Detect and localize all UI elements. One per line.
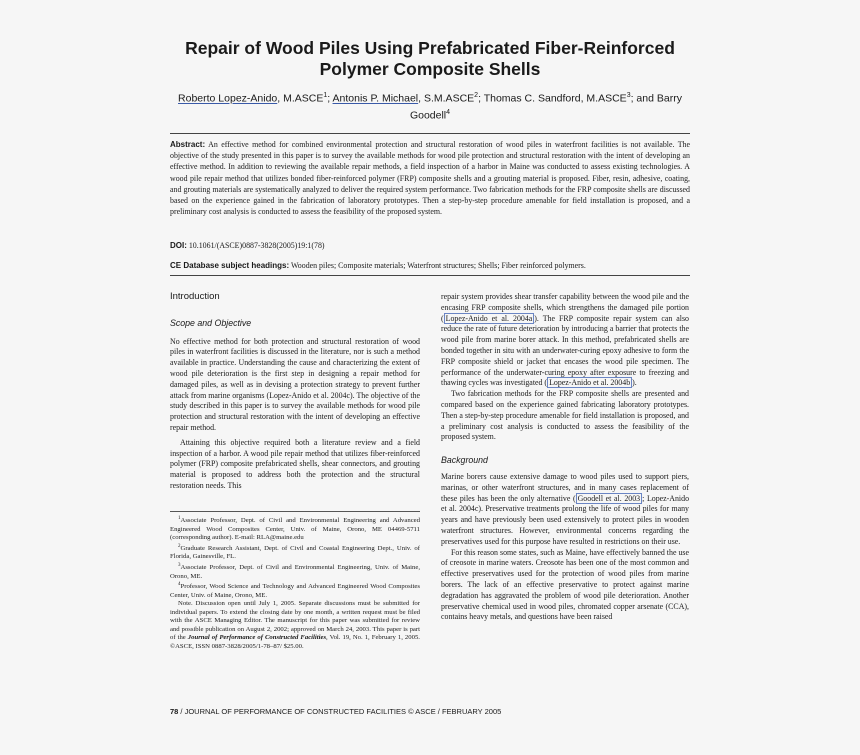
abstract-text: An effective method for combined environmental protection and structural restoration of wood piles in waterfront facilities is not available. The objective of the study presented in this paper is to survey the available methods for wood pile protection and structural restoration with the intent of developing an effective method. In addition to reviewing the available repair methods, a field inspection of a harbor in Maine was conducted to assess existing technologies. A wood pile repair method that utilizes bonded fiber-reinforced polymer (FRP) composite shells and a grouting material is proposed. Fiber, resin, adhesive, coating, and grouting materials are systematically analyzed to deliver the required system performance. Two fabrication methods for the FRP composite shells are discussed based on the experience gained in the fabrication of laboratory prototypes. Then a step-by-step procedure amenable for field installation is proposed, and a preliminary cost analysis is conducted to assess the feasibility of the proposed system. — [170, 140, 690, 217]
citation-link[interactable]: Lopez-Anido et al. 2004a — [445, 313, 533, 323]
subject-label: CE Database subject headings: — [170, 261, 290, 270]
author-name-sandford: ; Thomas C. Sandford, M.ASCE — [478, 92, 627, 105]
footnote-text: Associate Professor, Dept. of Civil and Environmental Engineering, Univ. of Maine, Orono, ME. — [170, 564, 420, 580]
paragraph: Two fabrication methods for the FRP composite shells are presented and compared based on the experience gained fabricating laboratory prototypes. Then a step-by-step procedure amenable for field installation is proposed, and a preliminary cost analysis is conducted to assess the feasibility of the proposed system. — [441, 389, 689, 442]
footnote — [170, 515, 420, 543]
author-suffix: , S.M.ASCE — [418, 92, 475, 105]
doi-label: DOI: — [170, 241, 187, 250]
footnote — [170, 543, 420, 562]
author-list — [170, 89, 690, 122]
subject-value: Wooden piles; Composite materials; Waterfront structures; Shells; Fiber reinforced polymers. — [289, 261, 586, 270]
author-suffix: , M.ASCE — [277, 92, 324, 105]
author-link-lopez-anido[interactable]: Roberto Lopez-Anido — [178, 92, 278, 105]
author-separator: ; — [327, 92, 333, 105]
footnote-marker: 1 — [178, 516, 181, 521]
left-column — [170, 292, 420, 492]
paragraph: Attaining this objective required both a literature review and a field inspection of a harbor. A wood pile repair method that utilizes fiber-reinforced polymer (FRP) composite prefabricated shells, shear connectors, and grouting material is proposed to address both the protection and the structural restoration needs. This — [170, 437, 420, 490]
footnote-marker: 2 — [178, 543, 181, 549]
abstract-top-rule — [170, 133, 690, 134]
section-heading-introduction: Introduction — [170, 291, 220, 302]
paragraph-text: Marine borers cause extensive damage to wood piles used to support piers, marinas, or other waterfront structures, and in many cases replacement of these piles has been the only alternative ( — [441, 471, 689, 503]
paragraph — [441, 472, 689, 548]
footnotes — [170, 515, 420, 651]
doi-line — [170, 240, 690, 251]
discussion-note — [170, 600, 420, 651]
author-superscript: 4 — [446, 108, 451, 116]
paragraph: No effective method for both protection and structural restoration of wood piles in waterfront facilities is discussed in the literature, nor is such a method available in practice. Understanding the cause and characterizing the extent of wood pile deterioration is the first step in designing a repair method for damaged piles, as well as in devising a protection strategy to prevent further attack from marine organisms (Lopez-Anido et al. 2004c). The objective of the study described in this paper is to survey the available methods for wood pile protection and structural restoration with the intent of developing an effective repair method. — [170, 336, 420, 432]
footnote — [170, 581, 420, 600]
paragraph-text: ; Lopez-Anido et al. 2004c). Preservative treatments prolong the life of wood piles for many years and have previously been used extensively to protect piles in wooden waterfront structures. However, environmental concerns regarding the preservatives used for this purpose have resulted in restrictions on their use. — [441, 493, 690, 546]
author-link-michael[interactable]: Antonis P. Michael — [332, 92, 419, 105]
author-superscript: 1 — [323, 92, 328, 99]
footnote-marker: 3 — [178, 562, 181, 568]
citation-link[interactable]: Goodell et al. 2003 — [577, 493, 641, 503]
footnote-rule — [170, 511, 420, 512]
footnote — [170, 562, 420, 581]
abstract — [170, 139, 690, 217]
abstract-label: Abstract: — [170, 140, 206, 149]
abstract-bottom-rule — [170, 275, 690, 276]
author-name-goodell: ; and Barry Goodell — [409, 92, 682, 121]
footnote-text: Graduate Research Assistant, Dept. of Civil and Coastal Engineering Dept., Univ. of Florida, Gainesville, FL. — [170, 544, 420, 561]
note-text: Note. Discussion open until July 1, 2005. Separate discussions must be submitted for individual papers. To extend the closing date by one month, a written request must be filed with the ASCE Managing Editor. The manuscript for this paper was submitted for review and possible publication on August 2, 2002; approved on March 24, 2003. This paper is part of the — [170, 600, 420, 642]
page-footer — [170, 707, 690, 716]
author-superscript: 2 — [474, 92, 479, 99]
right-column — [441, 292, 689, 623]
footer-journal: / JOURNAL OF PERFORMANCE OF CONSTRUCTED FACILITIES © ASCE / FEBRUARY 2005 — [178, 707, 502, 716]
paragraph-text: ). The FRP composite repair system can also reduce the rate of future deterioration by introducing a barrier that protects the wood pile from marine borer attack. In this method, prefabricated shells are bonded together in situ with an underwater-curing epoxy adhesive to form the FRP composite shield or jacket that encases the wood pile specimen. The performance of the underwater-curing epoxy after exposure to freezing and thawing cycles was investigated ( — [441, 313, 689, 388]
subsection-heading-scope: Scope and Objective — [170, 317, 252, 328]
author-superscript: 3 — [626, 92, 631, 99]
footnote-text: Associate Professor, Dept. of Civil and Environmental Engineering and Advanced Engineered Wood Composites Center, Univ. of Maine, Orono, ME 04469-5711 (corresponding author). E-mail: RLA@maine.edu — [170, 517, 420, 542]
note-text: , Vol. 19, No. 1, February 1, 2005. ©ASCE, ISSN 0887-3828/2005/1-78–87/ $25.00. — [170, 634, 420, 650]
journal-name: Journal of Performance of Constructed Facilities — [187, 634, 327, 642]
citation-link[interactable]: Lopez-Anido et al. 2004b — [549, 378, 631, 388]
footnote-marker: 4 — [178, 582, 181, 588]
paragraph — [441, 292, 689, 389]
doi-value[interactable]: 10.1061/(ASCE)0887-3828(2005)19:1(78) — [186, 241, 325, 250]
page-number: 78 — [170, 707, 179, 716]
paragraph-text: ). — [632, 378, 637, 388]
subsection-heading-background: Background — [441, 455, 488, 466]
footnote-text: Professor, Wood Science and Technology and Advanced Engineered Wood Composites Center, Univ. of Maine, Orono, ME. — [170, 583, 420, 599]
paper-title: Repair of Wood Piles Using Prefabricated Fiber-Reinforced Polymer Composite Shells — [185, 38, 675, 79]
paragraph-text: repair system provides shear transfer capability between the wood pile and the encasing FRP composite shells, which strengthens the damaged pile portion ( — [441, 292, 689, 323]
subject-headings — [170, 260, 690, 271]
paragraph: For this reason some states, such as Maine, have effectively banned the use of creosote in marine waters. Creosote has been one of the most common and effective preservatives used for the protection of wood piles from marine borers. The lack of an effective preservative to protect against marine degradation has aggravated the problem of wood pile deterioration. Another preservative chemical used in wood piles, chromated copper arsenate (CCA), contains heavy metals, and questions have been raised — [441, 547, 689, 622]
